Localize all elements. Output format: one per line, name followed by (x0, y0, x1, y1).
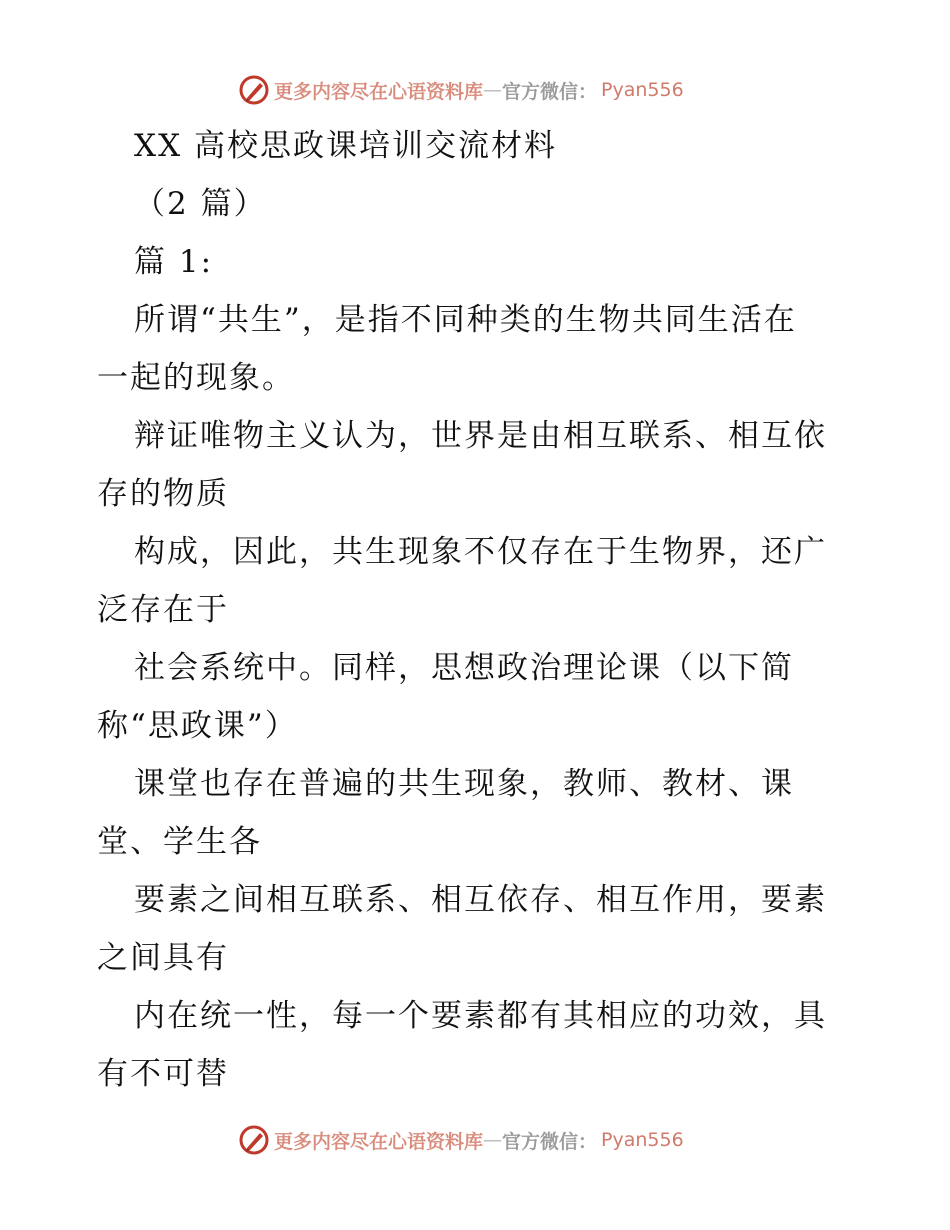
pen-circle-logo-icon (238, 74, 270, 106)
watermark-separator: — (483, 1129, 503, 1151)
watermark-wechat-label: 官方微信： (502, 80, 598, 103)
paragraph-line: 之间具有 (97, 940, 229, 976)
document-subtitle: （2 篇） (134, 186, 267, 222)
watermark-main-text: 更多内容尽在心语资料库 (274, 80, 484, 103)
watermark-wechat-id: Pyan556 (601, 1129, 684, 1151)
paragraph-line: 构成，因此，共生现象不仅存在于生物界，还广 (134, 534, 827, 570)
paragraph-line: 称“思政课”） (97, 708, 298, 744)
paragraph-line: 堂、学生各 (97, 824, 262, 860)
paragraph-line: 辩证唯物主义认为，世界是由相互联系、相互依 (134, 418, 827, 454)
paragraph-line: 内在统一性，每一个要素都有其相应的功效，具 (134, 998, 827, 1034)
watermark-wechat-id: Pyan556 (601, 79, 684, 101)
paragraph-line: 存的物质 (97, 476, 229, 512)
watermark-wechat-label: 官方微信： (502, 1130, 598, 1153)
paragraph-line: 所谓“共生”，是指不同种类的生物共同生活在 (134, 302, 797, 338)
pen-circle-logo-icon (238, 1124, 270, 1156)
paragraph-line: 有不可替 (97, 1056, 229, 1092)
watermark-main-text: 更多内容尽在心语资料库 (274, 1130, 484, 1153)
watermark-separator: — (483, 79, 503, 101)
document-title: XX 高校思政课培训交流材料 (134, 128, 557, 164)
section-heading: 篇 1: (134, 244, 214, 280)
header-watermark (238, 72, 684, 108)
footer-watermark (238, 1122, 684, 1158)
paragraph-line: 要素之间相互联系、相互依存、相互作用，要素 (134, 882, 827, 918)
paragraph-line: 课堂也存在普遍的共生现象，教师、教材、课 (134, 766, 794, 802)
paragraph-line: 社会系统中。同样，思想政治理论课（以下简 (134, 650, 794, 686)
paragraph-line: 一起的现象。 (97, 360, 295, 396)
paragraph-line: 泛存在于 (97, 592, 229, 628)
